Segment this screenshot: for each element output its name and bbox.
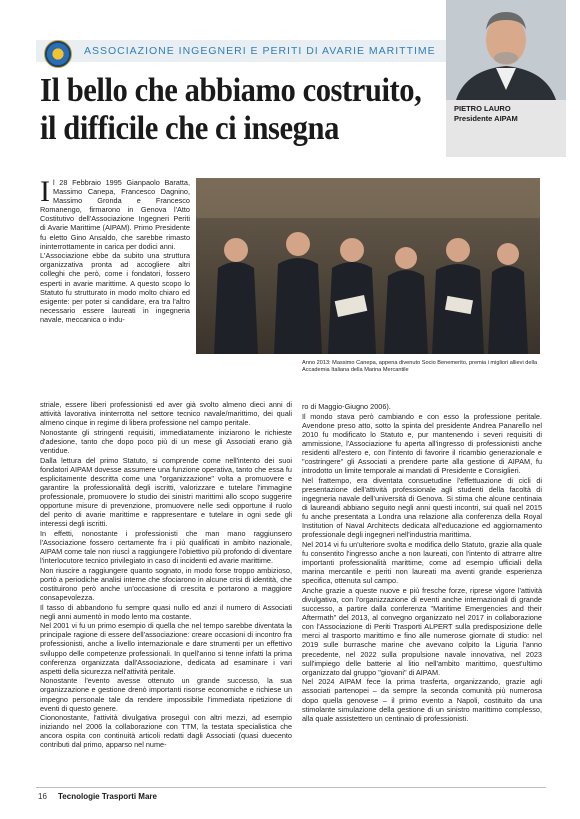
paragraph: Nel 2024 AIPAM fece la prima trasferta, organizzando, grazie agli associati partenopei – da sempre la seconda comunità più numerosa dopo quella genovese – il primo evento a Napoli, costituito da una stimolante simulazione della gestione di un sinistro marittimo complesso, alla quale assistettero un centinaio di professionisti. [302, 677, 542, 723]
paragraph: Anche grazie a queste nuove e più fresche forze, riprese vigore l'attività divulgativa, con l'organizzazione di eventi anche internazionali di grande successo, a partire dalla conferenza "Maritime Emergencies and their Aftermath" del 2013, al convegno organizzato nel 2017 in collaborazione con l'Associazione di Periti Trasporti ALPERT sulla predisposizione delle merci al trasporto marittimo e fino alle numerose giornate di studio: nel 2019 sulle burrasche marine che avevano colpito la Liguria l'anno precedente, nel 2022 sulla propulsione navale innovativa, nel 2023 sull'impiego delle batterie al litio nell'ambito marittimo, quest'ultimo organizzato dal gruppo "giovani" di AIPAM. [302, 585, 542, 677]
paragraph: Nonostante gli stringenti requisiti, immediatamente iniziarono le richieste d'adesione, tanto che dopo poco più di un mese gli Associati erano già ventidue. [40, 427, 292, 455]
title-line-2: il difficile che ci insegna [40, 110, 339, 147]
text-column-1 [40, 175, 190, 325]
drop-cap: I [40, 175, 50, 208]
paragraph: L'Associazione ebbe da subito una struttura organizzativa pronta ad accogliere altri colleghi che però, come i fondatori, fossero esperti in avarie marittime. A questo scopo lo Statuto fu strutturato in modo molto chiaro ed esigente: per poter si candidare, era tra l'altro necessario essere laureati in ingegneria navale, meccanica o indu- [40, 251, 190, 324]
page-number: 16 [38, 792, 47, 801]
title-line-1: Il bello che abbiamo costruito, [40, 72, 422, 109]
aipam-logo-icon [44, 40, 72, 68]
paragraph: l 28 Febbraio 1995 Gianpaolo Baratta, Massimo Canepa, Francesco Dagnino, Massimo Gronda e Francesco Romanengo, firmarono in Genova l'Atto Costitutivo dell'Associazione Ingegneri Periti di Avarie Marittime (AIPAM). Primo Presidente fu eletto Gino Ansaldo, che sarebbe rimasto ininterrottamente in carica per dodici anni. [40, 178, 190, 251]
article-photo [196, 178, 540, 354]
photo-caption: Anno 2013: Massimo Canepa, appena divenuto Socio Benemerito, premia i migliori allievi della Accademia Italiana della Marina Mercantile [302, 360, 538, 373]
paragraph: Ciononostante, l'attività divulgativa proseguì con altri mezzi, ad esempio iniziando nel 2006 la collaborazione con TTM, la testata specialistica che ancora ospita con continuità articoli redatti dagli Associati (quasi duecento contributi dal primo, apparso nel nume- [40, 713, 292, 750]
paragraph: Nel 2001 vi fu un primo esempio di quella che nel tempo sarebbe diventata la principale ragione di essere dell'associazione: creare occasioni di incontro fra professionisti, anche a livello internazionale e dare strumenti per un effettivo sviluppo delle competenze professionali. In quell'anno si tenne infatti la prima conferenza organizzata dall'Associazione, dedicata ad esaminare i vari aspetti della sicurezza nell'attività peritale. [40, 621, 292, 676]
footer-rule [36, 787, 546, 788]
text-column-2 [40, 400, 292, 750]
paragraph: Nonostante l'evento avesse ottenuto un grande successo, la sua organizzazione e gestione drenò importanti risorse economiche e richiese un impegno personale tale da rendere impossibile l'immediata ripetizione di eventi di questo genere. [40, 676, 292, 713]
paragraph: In effetti, nonostante i professionisti che man mano raggiunsero l'Associazione fossero certamente fra i più qualificati in ambito nazionale, AIPAM come tale non riuscì a raggiungere l'obiettivo più profondo di diventare l'interlocutore tecnico privilegiato in caso di incidenti ed avarie marittime. [40, 528, 292, 566]
paragraph: Nel frattempo, era diventata consuetudine l'effettuazione di cicli di presentazione dell'attività professionale agli studenti della facoltà di ingegneria navale dell'università di Genova. Si stima che alcune centinaia di laureandi abbiano seguito negli anni questi incontri, sui quali nel 2015 fu anche presentata a Londra una relazione alla conferenza della Royal Institution of Naval Architects dedicata all'educazione ed aggiornamento professionale degli ingegneri nell'industria marittima. [302, 475, 542, 540]
paragraph: ro di Maggio-Giugno 2006). [302, 402, 391, 411]
author-portrait [446, 0, 566, 100]
author-name: PIETRO LAURO [454, 104, 511, 113]
author-role: Presidente AIPAM [454, 114, 518, 123]
article-title [40, 72, 422, 148]
paragraph: striale, essere liberi professionisti ed aver già svolto almeno dieci anni di attività lavorativa ininterrotta nel settore tecnico navale/marittimo, dei quali almeno cinque in regime di libera professione nel campo peritale. [40, 400, 292, 428]
association-name: ASSOCIAZIONE INGEGNERI E PERITI DI AVARIE MARITTIME [84, 45, 436, 57]
publication-name: Tecnologie Trasporti Mare [58, 792, 157, 801]
paragraph: Dalla lettura del primo Statuto, si comprende come nell'intento dei suoi fondatori AIPAM dovesse assumere una funzione operativa, tanto che essa fu esplicitamente descritta come una "organizzazione" volta a promuovere e garantire la professionalità degli iscritti, valorizzare e tutelare l'immagine professionale, promuovere lo studio dei sinistri marittimi allo scopo suggerire opportune misure di prevenzione, promuovere nelle sedi opportune il ruolo del perito di avarie marittime e rappresentare e tutelare in ogni sede gli interessi degli iscritti. [40, 455, 292, 529]
paragraph: Il mondo stava però cambiando e con esso la professione peritale. Avendone preso atto, sotto la spinta del presidente Andrea Panarello nel 2010 fu modificato lo Statuto e, pur mantenendo i severi requisiti di ammissione, l'Associazione fu aperta all'ingresso di professionisti anche residenti all'estero e, con l'intento di favorire il ricambio generazionale e "costringere" gli Associati a prendere parte alla gestione di AIPAM, fu introdotto un limite temporale ai mandati di Presidente e Consiglieri. [302, 411, 542, 476]
paragraph: Non riuscire a raggiungere quanto sognato, in modo forse troppo ambizioso, portò a periodiche analisi interne che sfociarono in alcune crisi di identità, che costituirono però anche un'occasione di crescita e portarono a maggiore consapevolezza. [40, 565, 292, 602]
paragraph: Il tasso di abbandono fu sempre quasi nullo ed anzi il numero di Associati negli anni aumentò in modo lento ma costante. [40, 602, 292, 621]
text-column-3 [302, 402, 542, 723]
paragraph: Nel 2014 vi fu un'ulteriore svolta e modifica dello Statuto, grazie alla quale fu consentito l'ingresso anche a non laureati, con l'intento di attrarre altre importanti professionalità marittime, come ad esempio ufficiali della marina mercantile e periti non laureati ma aventi grande esperienza specifica, ottenuta sul campo. [302, 539, 542, 586]
